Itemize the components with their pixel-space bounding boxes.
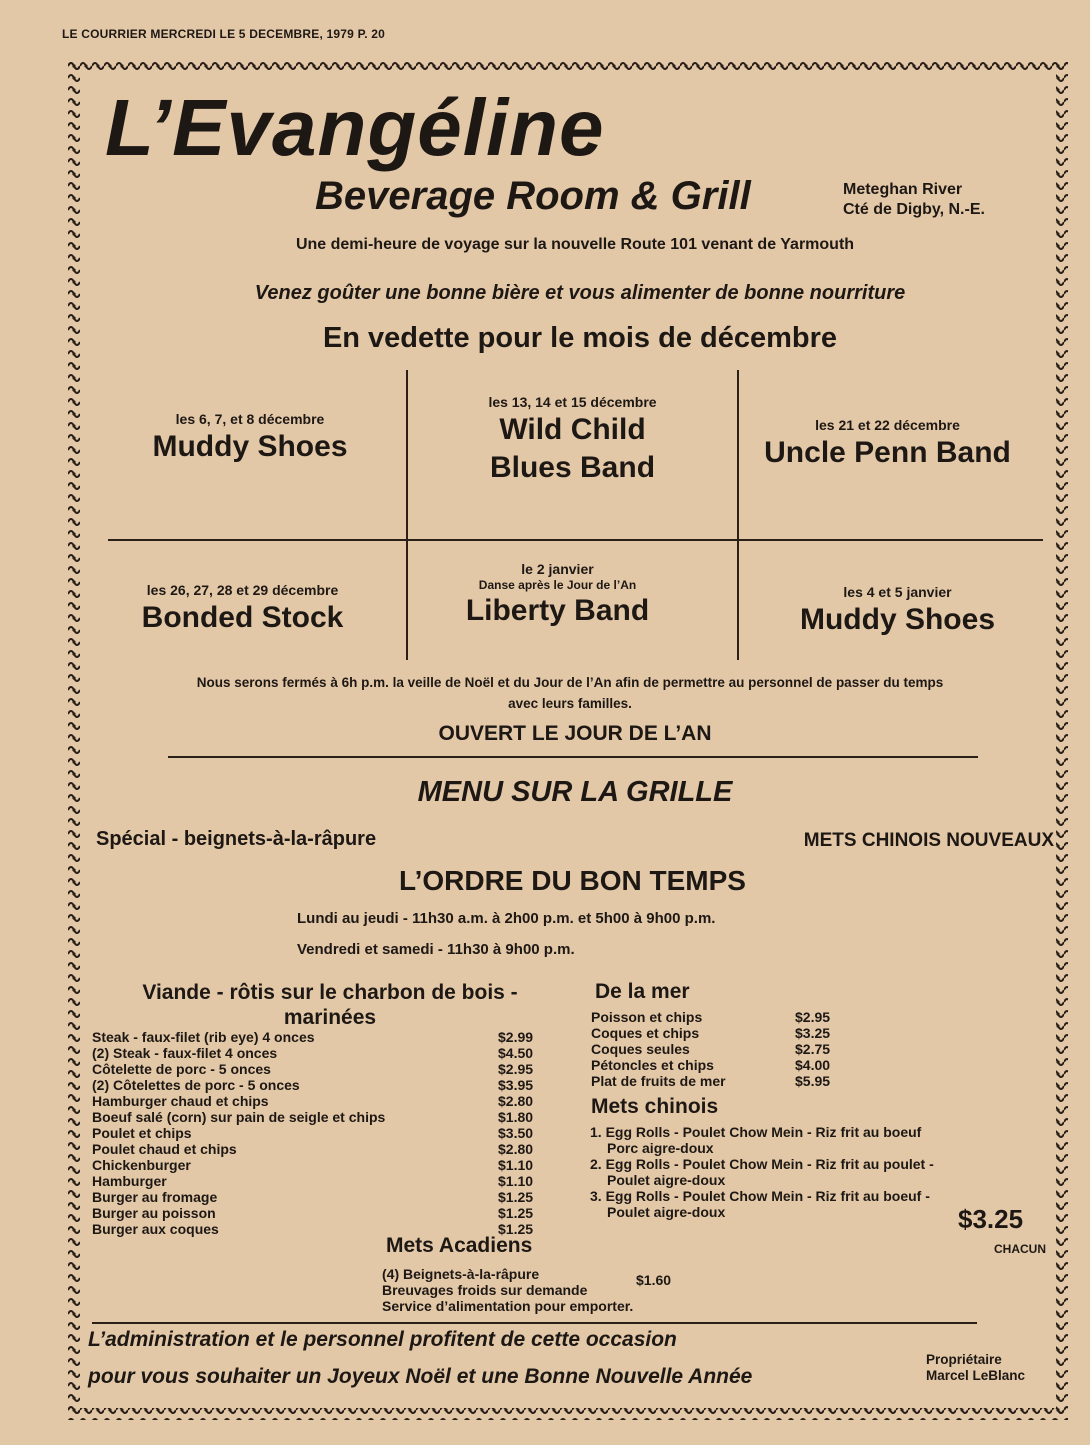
schedule-band: Uncle Penn Band <box>764 436 1011 469</box>
menu-item-price: $2.80 <box>498 1141 534 1157</box>
menu-item <box>591 1009 841 1025</box>
menu-item <box>92 1125 542 1141</box>
menu-item <box>591 1025 841 1041</box>
schedule-note: Danse après le Jour de l’An <box>478 578 637 592</box>
menu-item-name: Poulet chaud et chips <box>92 1141 237 1157</box>
chinese-combo-line-2: Poulet aigre-doux <box>607 1172 726 1188</box>
chinese-combo-line-2: Porc aigre-doux <box>607 1140 714 1156</box>
sea-heading: De la mer <box>595 980 690 1003</box>
menu-item-price: $2.99 <box>498 1029 534 1045</box>
menu-item-name: Hamburger chaud et chips <box>92 1093 269 1109</box>
menu-item <box>92 1109 542 1125</box>
chinese-heading: Mets chinois <box>591 1095 719 1118</box>
location-line-1: Meteghan River <box>843 181 963 198</box>
schedule-dates: les 26, 27, 28 et 29 décembre <box>146 582 339 598</box>
meat-menu <box>92 1029 542 1237</box>
owner-block <box>926 1352 1025 1384</box>
menu-item-name: (2) Steak - faux-filet 4 onces <box>92 1045 278 1061</box>
acadian-heading: Mets Acadiens <box>386 1234 533 1257</box>
tagline: Une demi-heure de voyage sur la nouvelle Route 101 venant de Yarmouth <box>295 236 855 253</box>
menu-item-name: Hamburger <box>92 1173 167 1189</box>
menu-item <box>92 1173 542 1189</box>
owner-name: Marcel LeBlanc <box>926 1368 1026 1383</box>
chinese-combo-line-1: 1. Egg Rolls - Poulet Chow Mein - Riz frit au boeuf <box>590 1124 922 1140</box>
footer-rule <box>92 1322 977 1324</box>
chinese-price: $3.25 <box>958 1204 1024 1234</box>
menu-item-name: Coques et chips <box>591 1025 700 1041</box>
menu-item-price: $2.95 <box>795 1009 831 1025</box>
meat-heading <box>95 980 565 1030</box>
schedule-band: Liberty Band <box>465 594 650 627</box>
menu-item-name: Chickenburger <box>92 1157 191 1173</box>
menu-item-price: $1.10 <box>498 1157 534 1173</box>
grid-divider-v2 <box>737 370 739 660</box>
grid-divider-h <box>108 539 1043 541</box>
closing-notice <box>100 672 1040 714</box>
menu-item-name: (2) Côtelettes de porc - 5 onces <box>92 1077 300 1093</box>
featured-heading: En vedette pour le mois de décembre <box>322 322 838 354</box>
schedule-band: Wild Child Blues Band <box>489 413 656 484</box>
menu-item-price: $2.75 <box>795 1041 831 1057</box>
menu-heading: MENU SUR LA GRILLE <box>417 776 733 808</box>
newspaper-header: LE COURRIER MERCREDI LE 5 DECEMBRE, 1979 P. 20 <box>62 27 386 41</box>
menu-item <box>92 1029 542 1045</box>
schedule-cell-1 <box>100 410 400 466</box>
hours-line-2: Vendredi et samedi - 11h30 à 9h00 p.m. <box>297 941 575 958</box>
menu-item-name: Coques seules <box>591 1041 690 1057</box>
brand-subtitle: Beverage Room & Grill <box>315 174 751 218</box>
menu-item-name: Burger aux coques <box>92 1221 219 1237</box>
menu-item-price: $3.25 <box>795 1025 831 1041</box>
location-line-2: Cté de Digby, N.-E. <box>843 201 985 218</box>
grid-divider-v1 <box>406 370 408 660</box>
greeting-line-2: pour vous souhaiter un Joyeux Noël et une Bonne Nouvelle Année <box>88 1365 753 1388</box>
sea-menu <box>591 1009 841 1089</box>
closing-notice-line-2: avec leurs familles. <box>508 696 632 711</box>
schedule-cell-2 <box>415 393 730 487</box>
brand-title: L’Evangéline <box>105 83 605 172</box>
chinese-combo-line-1: 2. Egg Rolls - Poulet Chow Mein - Riz frit au poulet - <box>590 1156 934 1172</box>
special-line: Spécial - beignets-à-la-râpure <box>96 828 377 850</box>
menu-item-name: Plat de fruits de mer <box>591 1073 726 1089</box>
chinese-combo-line-1: 3. Egg Rolls - Poulet Chow Mein - Riz frit au boeuf - <box>590 1188 930 1204</box>
hours-line-1: Lundi au jeudi - 11h30 a.m. à 2h00 p.m. et 5h00 à 9h00 p.m. <box>297 910 716 927</box>
schedule-dates: les 21 et 22 décembre <box>815 417 960 433</box>
menu-item <box>92 1061 542 1077</box>
schedule-cell-4 <box>100 581 385 637</box>
menu-item <box>92 1093 542 1109</box>
owner-label: Propriétaire <box>926 1352 1002 1367</box>
schedule-band: Muddy Shoes <box>152 430 348 463</box>
menu-item-price: $2.80 <box>498 1093 534 1109</box>
menu-item <box>92 1205 542 1221</box>
schedule-dates: les 13, 14 et 15 décembre <box>488 394 657 410</box>
menu-item-price: $3.50 <box>498 1125 534 1141</box>
schedule-dates: les 4 et 5 janvier <box>843 584 952 600</box>
menu-item-name: Côtelette de porc - 5 onces <box>92 1061 271 1077</box>
order-heading: L’ORDRE DU BON TEMPS <box>399 865 746 896</box>
closing-notice-line-1: Nous serons fermés à 6h p.m. la veille de Noël et du Jour de l’An afin de permettre au personnel de passer du temps <box>196 675 944 690</box>
meat-heading-line-1: Viande - rôtis sur le charbon de bois - <box>142 981 518 1004</box>
schedule-band: Bonded Stock <box>141 601 344 634</box>
schedule-dates: le 2 janvier <box>521 561 594 577</box>
chinese-menu <box>590 1124 1010 1220</box>
chinese-price-note: CHACUN <box>994 1242 1046 1256</box>
menu-item <box>591 1073 841 1089</box>
menu-item-name: Burger au fromage <box>92 1189 218 1205</box>
schedule-band: Muddy Shoes <box>799 603 995 636</box>
slogan: Venez goûter une bonne bière et vous alimenter de bonne nourriture <box>254 282 906 304</box>
chinese-new-line: METS CHINOIS NOUVEAUX <box>803 830 1054 851</box>
menu-item <box>591 1057 841 1073</box>
brand-location <box>843 180 985 220</box>
menu-item-price: $1.10 <box>498 1173 534 1189</box>
menu-item-name: Boeuf salé (corn) sur pain de seigle et chips <box>92 1109 386 1125</box>
menu-item <box>92 1157 542 1173</box>
menu-item-price: $4.00 <box>795 1057 831 1073</box>
menu-item-name: Pétoncles et chips <box>591 1057 714 1073</box>
menu-item-name: Steak - faux-filet (rib eye) 4 onces <box>92 1029 315 1045</box>
menu-item <box>92 1045 542 1061</box>
meat-heading-line-2: marinées <box>283 1006 377 1029</box>
chinese-combo-line-2: Poulet aigre-doux <box>607 1204 726 1220</box>
menu-item-price: $4.50 <box>498 1045 534 1061</box>
menu-item <box>92 1189 542 1205</box>
menu-item-name: Poisson et chips <box>591 1009 703 1025</box>
section-rule <box>168 756 978 758</box>
menu-item <box>92 1141 542 1157</box>
menu-item-price: $1.25 <box>498 1221 534 1237</box>
menu-item-name: Burger au poisson <box>92 1205 216 1221</box>
schedule-cell-3 <box>745 416 1030 472</box>
menu-item <box>92 1077 542 1093</box>
schedule-cell-5 <box>415 560 700 630</box>
acadian-line-1: (4) Beignets-à-la-râpure <box>382 1266 540 1282</box>
acadian-block <box>382 1266 633 1314</box>
menu-item <box>591 1041 841 1057</box>
menu-item-price: $3.95 <box>498 1077 534 1093</box>
menu-item-name: Poulet et chips <box>92 1125 192 1141</box>
greeting-line-1: L’administration et le personnel profitent de cette occasion <box>88 1328 677 1351</box>
menu-item-price: $1.25 <box>498 1205 534 1221</box>
acadian-price: $1.60 <box>636 1272 672 1288</box>
menu-item-price: $1.25 <box>498 1189 534 1205</box>
schedule-dates: les 6, 7, et 8 décembre <box>175 411 325 427</box>
menu-item-price: $1.80 <box>498 1109 534 1125</box>
menu-item-price: $2.95 <box>498 1061 534 1077</box>
acadian-line-2: Breuvages froids sur demande <box>382 1282 588 1298</box>
open-notice: OUVERT LE JOUR DE L’AN <box>438 722 712 745</box>
acadian-line-3: Service d’alimentation pour emporter. <box>382 1298 634 1314</box>
schedule-cell-6 <box>755 583 1040 639</box>
menu-item-price: $5.95 <box>795 1073 831 1089</box>
